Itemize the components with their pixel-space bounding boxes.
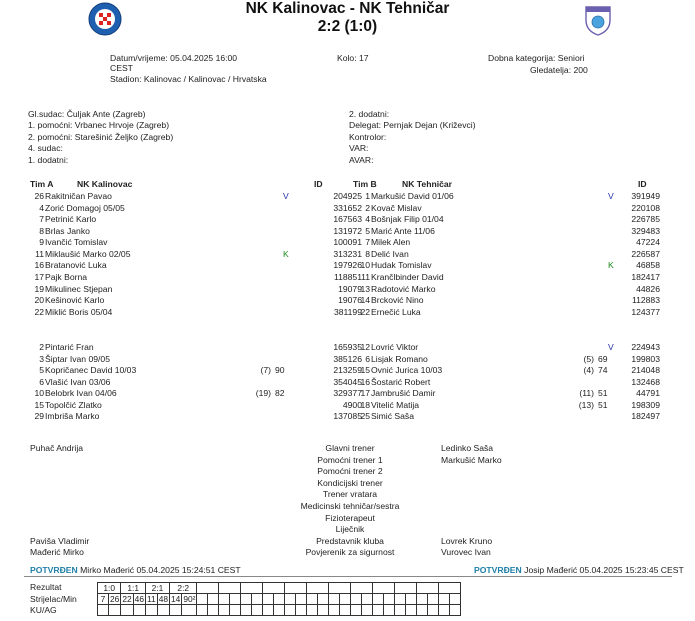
result-scorer-cell: [197, 594, 208, 605]
player-name: Pintarić Fran: [45, 342, 94, 352]
staff-home-club-rep: Paviša Vladimir: [30, 536, 90, 546]
staff-role-label: Pomoćni trener 1: [317, 454, 383, 465]
results-row-label-scorers: Strijelac/Min: [30, 594, 77, 604]
result-card-cell: [428, 605, 439, 616]
result-scorer-cell: [406, 594, 417, 605]
player-number: 2: [365, 202, 370, 213]
result-card-cell: [340, 605, 351, 616]
player-name: Miklić Boris 05/04: [45, 306, 113, 317]
player-id: 19079: [338, 283, 362, 294]
official-left-line: 2. pomoćni: Starešinić Željko (Zagreb): [28, 131, 174, 142]
result-score-cell: [307, 583, 329, 594]
result-scorer-cell: [439, 594, 450, 605]
substitution-minute: 74: [598, 365, 608, 376]
result-scorer-cell: [208, 594, 219, 605]
result-scorer-cell: [318, 594, 329, 605]
player-number: 11: [361, 271, 370, 282]
player-id: 165935: [333, 342, 362, 352]
player-name: Kešinović Karlo: [45, 295, 105, 306]
result-score-cell: [351, 583, 373, 594]
player-role-badge: V: [608, 191, 614, 201]
player-row: [0, 237, 695, 249]
player-name: Kopričanec David 10/03: [45, 365, 137, 376]
result-scorer-cell: [450, 594, 461, 605]
result-card-cell: [230, 605, 241, 616]
player-row: [0, 388, 695, 400]
result-score-cell: 2:2: [170, 583, 197, 594]
result-scorer-cell: [296, 594, 307, 605]
player-id: 220108: [631, 202, 660, 213]
result-scorer-cell: [373, 594, 384, 605]
player-number: 4: [39, 202, 44, 213]
result-scorer-cell: [263, 594, 274, 605]
player-name: Hudak Tomislav: [371, 260, 432, 271]
official-right-line: 2. dodatni:: [349, 109, 390, 119]
result-scorer-cell: [417, 594, 428, 605]
player-number: 15: [34, 399, 44, 410]
player-id: 124377: [631, 306, 660, 317]
player-name: Šostarić Robert: [371, 376, 431, 387]
player-name: Vitelić Matija: [371, 399, 420, 410]
staff-home-security: Mađerić Mirko: [30, 547, 84, 557]
result-card-cell: [133, 605, 145, 616]
player-number: 22: [360, 306, 370, 317]
player-name: Lovrić Viktor: [371, 342, 419, 352]
player-id: 137085: [333, 411, 362, 422]
result-card-cell: [384, 605, 395, 616]
result-scorer-cell: [362, 594, 373, 605]
result-scorer-cell: [395, 594, 406, 605]
player-number: 5: [365, 225, 370, 236]
result-score-cell: [395, 583, 417, 594]
team-b-name: NK Tehničar: [402, 179, 452, 189]
player-row: [0, 411, 695, 423]
player-name: Simić Saša: [371, 411, 414, 422]
staff-home-head-coach: Puhač Andrija: [30, 443, 84, 453]
player-name: Mikulinec Stjepan: [45, 283, 113, 294]
confirmation-divider: [24, 576, 672, 577]
player-row: [0, 272, 695, 284]
player-name: Pajk Borna: [45, 271, 88, 282]
result-score-cell: [417, 583, 439, 594]
player-number: 18: [360, 399, 370, 410]
player-name: Markušić David 01/06: [371, 191, 454, 201]
result-score-cell: [329, 583, 351, 594]
player-name: Milek Alen: [371, 237, 411, 248]
team-b-label: Tim B: [353, 179, 377, 189]
player-id: 226785: [631, 214, 660, 225]
player-id: 198309: [631, 399, 660, 410]
player-id: 391949: [631, 191, 660, 201]
player-name: Ivančić Tomislav: [45, 237, 108, 248]
result-card-cell: [182, 605, 197, 616]
result-score-cell: 2:1: [145, 583, 169, 594]
player-role-badge: V: [608, 342, 614, 352]
player-number: 1: [365, 191, 370, 201]
result-scorer-cell: [274, 594, 285, 605]
result-scorer-cell: 22: [122, 594, 132, 604]
result-score-cell: [197, 583, 219, 594]
result-scorer-cell: [219, 594, 230, 605]
player-row: [0, 284, 695, 296]
away-confirmation-label: POTVRĐEN: [474, 565, 522, 575]
away-confirmation: [474, 565, 684, 575]
player-id: 132468: [631, 376, 660, 387]
result-card-cell: [362, 605, 373, 616]
player-name: Marić Ante 11/06: [371, 225, 435, 236]
player-name: Radotović Marko: [371, 283, 436, 294]
player-name: Delić Ivan: [371, 248, 409, 259]
result-card-cell: [98, 605, 109, 616]
player-number: 2: [39, 342, 44, 352]
official-right-line: Delegat: Pernjak Dejan (Križevci): [349, 120, 476, 131]
substitution-for: (11): [579, 388, 594, 399]
player-row: [0, 260, 695, 272]
player-name: Belobrk Ivan 04/06: [45, 388, 117, 399]
player-id: 313231: [333, 248, 362, 259]
player-number: 14: [360, 295, 370, 306]
player-id: 329377: [333, 388, 362, 399]
match-stadium: Stadion: Kalinovac / Kalinovac / Hrvatska: [110, 74, 267, 84]
home-confirmation: [30, 565, 241, 575]
substitution-minute: 90: [275, 365, 285, 376]
player-name: Ernečić Luka: [371, 306, 421, 317]
player-role-badge: K: [608, 260, 614, 271]
player-name: Brlas Janko: [45, 225, 90, 236]
player-id: 182497: [631, 411, 660, 422]
team-a-label: Tim A: [30, 179, 54, 189]
player-id: 131972: [333, 225, 362, 236]
staff-away-security: Vurovec Ivan: [441, 547, 491, 557]
player-role-badge: K: [283, 248, 289, 259]
player-row: [0, 400, 695, 412]
match-round: Kolo: 17: [337, 53, 369, 63]
result-card-cell: [241, 605, 252, 616]
player-id: 47224: [636, 237, 660, 248]
player-number: 17: [34, 271, 44, 282]
player-id: 197926: [333, 260, 362, 271]
result-card-cell: [252, 605, 263, 616]
player-name: Vlašić Ivan 03/06: [45, 376, 111, 387]
result-score-cell: [439, 583, 461, 594]
result-scorer-cell: [241, 594, 252, 605]
staff-role-label: Pomoćni trener 2: [317, 466, 383, 477]
result-score-cell: 1:1: [121, 583, 146, 594]
player-number: 15: [360, 365, 370, 376]
player-name: Brcković Nino: [371, 295, 424, 306]
player-number: 29: [34, 411, 44, 422]
player-id: 354045: [333, 376, 362, 387]
result-card-cell: [109, 605, 121, 616]
result-card-cell: [296, 605, 307, 616]
result-scorer-cell: 46: [134, 594, 144, 604]
official-left-line: 1. dodatni:: [28, 154, 69, 165]
player-name: Bošnjak Filip 01/04: [371, 214, 444, 225]
player-name: Kovač Mislav: [371, 202, 422, 213]
result-card-cell: [417, 605, 428, 616]
player-row: [0, 342, 695, 354]
team-a-name: NK Kalinovac: [77, 179, 133, 189]
official-right-line: Kontrolor:: [349, 131, 387, 142]
away-confirmation-text: Josip Mađerić 05.04.2025 15:23:45 CEST: [524, 565, 684, 575]
home-confirmation-text: Mirko Mađerić 05.04.2025 15:24:51 CEST: [80, 565, 241, 575]
player-id: 213259: [333, 365, 362, 376]
player-number: 8: [365, 248, 370, 259]
player-row: [0, 226, 695, 238]
staff-role-label: Povjerenik za sigurnost: [305, 547, 395, 558]
player-id: 385126: [333, 353, 362, 364]
result-card-cell: [373, 605, 384, 616]
result-card-cell: [263, 605, 274, 616]
staff-role-label: Glavni trener: [325, 443, 375, 453]
substitution-minute: 51: [598, 399, 608, 410]
staff-role-label: Fizioterapeut: [325, 512, 375, 523]
player-name: Jambrušić Damir: [371, 388, 436, 399]
player-name: Topolčić Zlatko: [45, 399, 102, 410]
results-row-label-score: Rezultat: [30, 582, 62, 592]
result-score-cell: [219, 583, 241, 594]
player-name: Bratanović Luka: [45, 260, 107, 271]
player-number: 7: [365, 237, 370, 248]
result-scorer-cell: [428, 594, 439, 605]
player-name: Krančlbinder David: [371, 271, 444, 282]
match-timezone: CEST: [110, 63, 133, 73]
player-row: [0, 307, 695, 319]
player-name: Ovnić Jurica 10/03: [371, 365, 443, 376]
result-score-cell: 1:0: [98, 583, 121, 594]
result-score-cell: [285, 583, 307, 594]
player-id: 100091: [333, 237, 362, 248]
result-card-cell: [307, 605, 318, 616]
player-name: Šiptar Ivan 09/05: [45, 353, 110, 364]
staff-role-label: Trener vratara: [322, 489, 378, 500]
player-row: [0, 295, 695, 307]
substitution-minute: 51: [598, 388, 608, 399]
result-card-cell: [170, 605, 182, 616]
player-number: 7: [39, 214, 44, 225]
result-card-cell: [406, 605, 417, 616]
result-card-cell: [219, 605, 230, 616]
player-name: Miklaušić Marko 02/05: [45, 248, 131, 259]
results-grid: [97, 582, 461, 616]
age-category: Dobna kategorija: Seniori: [488, 53, 585, 63]
result-card-cell: [395, 605, 406, 616]
match-datetime: Datum/vrijeme: 05.04.2025 16:00: [110, 53, 238, 63]
result-card-cell: [197, 605, 208, 616]
player-id: 182417: [631, 271, 660, 282]
player-row: [0, 214, 695, 226]
team-b-id-header: ID: [638, 179, 647, 189]
player-id: 118851: [333, 271, 362, 282]
player-id: 226587: [631, 248, 660, 259]
player-id: 167563: [333, 214, 362, 225]
substitution-for: (19): [255, 388, 271, 399]
official-left-line: Gl.sudac: Čuljak Ante (Zagreb): [28, 109, 146, 119]
official-left-line: 1. pomoćni: Vrbanec Hrvoje (Zagreb): [28, 120, 170, 131]
player-row: [0, 249, 695, 261]
player-number: 6: [365, 353, 370, 364]
substitution-for: (7): [260, 365, 271, 376]
result-card-cell: [285, 605, 296, 616]
player-number: 5: [39, 365, 44, 376]
result-card-cell: [351, 605, 362, 616]
player-number: 10: [34, 388, 44, 399]
player-name: Zorić Domagoj 05/05: [45, 202, 125, 213]
player-row: [0, 354, 695, 366]
staff-role-label: Predstavnik kluba: [316, 535, 384, 546]
result-score-cell: [263, 583, 285, 594]
result-scorer-cell: [307, 594, 318, 605]
player-id: 44791: [636, 388, 660, 399]
staff-role-label: Medicinski tehničar/sestra: [300, 501, 400, 511]
result-card-cell: [121, 605, 133, 616]
result-scorer-cell: [230, 594, 241, 605]
staff-away-club-rep: Lovrek Kruno: [441, 536, 493, 546]
results-row-label-cards: KU/AG: [30, 605, 57, 615]
player-name: Lisjak Romano: [371, 353, 428, 364]
result-scorer-cell: [285, 594, 296, 605]
home-confirmation-label: POTVRĐEN: [30, 565, 78, 575]
result-scorer-cell: [329, 594, 340, 605]
substitution-for: (4): [583, 365, 594, 376]
player-id: 331652: [333, 202, 362, 213]
player-name: Rakitničan Pavao: [45, 191, 112, 201]
staff-away-head-coach: Ledinko Saša: [441, 443, 494, 453]
player-number: 26: [34, 191, 44, 201]
result-card-cell: [439, 605, 450, 616]
player-number: 13: [360, 283, 370, 294]
player-number: 8: [39, 225, 44, 236]
official-right-line: VAR:: [349, 143, 369, 154]
result-scorer-cell: 90²: [183, 594, 196, 604]
official-left-line: 4. sudac:: [28, 143, 63, 154]
player-id: 4900: [342, 399, 362, 410]
player-number: 6: [39, 376, 44, 387]
player-number: 3: [39, 353, 44, 364]
player-number: 20: [34, 295, 44, 306]
staff-role-label: Kondicijski trener: [317, 477, 383, 488]
result-card-cell: [450, 605, 461, 616]
player-number: 10: [360, 260, 370, 271]
player-id: 224943: [631, 342, 660, 352]
player-id: 329483: [631, 225, 660, 236]
result-scorer-cell: 26: [110, 594, 120, 604]
staff-role-label: Liječnik: [335, 524, 365, 535]
player-number: 16: [360, 376, 370, 387]
player-row: [0, 191, 695, 203]
player-id: 204925: [333, 191, 362, 201]
player-role-badge: V: [283, 191, 289, 201]
player-number: 11: [35, 248, 44, 259]
player-number: 22: [34, 306, 44, 317]
player-id: 214048: [631, 365, 660, 376]
player-row: [0, 377, 695, 389]
substitution-for: (5): [583, 353, 594, 364]
result-scorer-cell: 7: [98, 594, 109, 605]
result-score-cell: [373, 583, 395, 594]
player-number: 4: [365, 214, 370, 225]
player-name: Petrinić Karlo: [45, 214, 97, 225]
substitution-minute: 69: [598, 353, 608, 364]
player-id: 112883: [631, 295, 660, 306]
player-row: [0, 203, 695, 215]
player-number: 19: [34, 283, 44, 294]
player-id: 46858: [636, 260, 660, 271]
player-number: 9: [39, 237, 44, 248]
match-score: 2:2 (1:0): [317, 18, 378, 35]
result-scorer-cell: [252, 594, 263, 605]
player-id: 19076: [338, 295, 362, 306]
player-number: 17: [360, 388, 370, 399]
player-number: 25: [360, 411, 370, 422]
spectators: Gledatelja: 200: [530, 65, 588, 75]
team-a-id-header: ID: [314, 179, 323, 189]
result-score-cell: [241, 583, 263, 594]
result-card-cell: [145, 605, 157, 616]
result-card-cell: [329, 605, 340, 616]
player-number: 16: [34, 260, 44, 271]
result-scorer-cell: 14: [171, 594, 181, 604]
staff-away-assistant: Markušić Marko: [441, 455, 502, 465]
match-title: NK Kalinovac - NK Tehničar: [245, 0, 450, 17]
result-scorer-cell: [340, 594, 351, 605]
player-id: 44826: [636, 283, 660, 294]
official-right-line: AVAR:: [349, 154, 374, 165]
result-scorer-cell: [351, 594, 362, 605]
result-card-cell: [274, 605, 285, 616]
result-card-cell: [208, 605, 219, 616]
player-row: [0, 365, 695, 377]
player-name: Imbriša Marko: [45, 411, 100, 422]
substitution-for: (13): [578, 399, 594, 410]
substitution-minute: 82: [275, 388, 285, 399]
result-card-cell: [318, 605, 329, 616]
result-scorer-cell: 48: [158, 594, 169, 604]
result-scorer-cell: 11: [146, 594, 156, 604]
player-id: 381199: [333, 306, 362, 317]
player-number: 12: [360, 342, 370, 352]
result-scorer-cell: [384, 594, 395, 605]
result-card-cell: [157, 605, 169, 616]
player-id: 199803: [631, 353, 660, 364]
